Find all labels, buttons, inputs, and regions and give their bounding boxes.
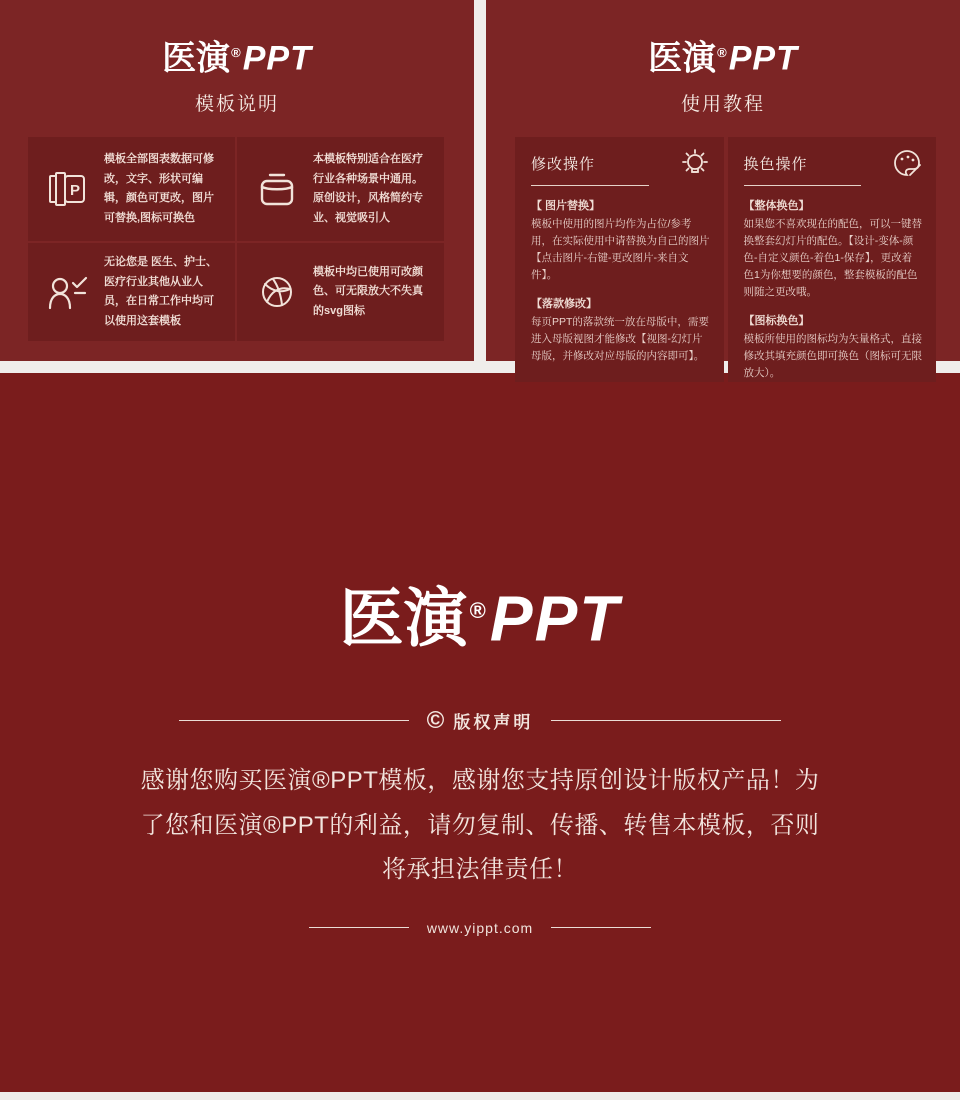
divider-line (179, 720, 409, 721)
panel-subtitle: 使用教程 (680, 94, 765, 116)
registered-mark: ® (717, 45, 727, 60)
tutorial-column-recolor (728, 137, 937, 382)
feature-card-editable (28, 137, 235, 241)
tutorial-column-title: 修改操作 (531, 156, 596, 174)
section-body: 如果您不喜欢现在的配色，可以一键替换整套幻灯片的配色。【设计-变体-颜色-自定义颜色-着色1-保存】，更改着色1为你想要的颜色，整套模板的配色则随之更改哦。 (743, 218, 922, 299)
copyright-heading (0, 708, 960, 733)
section-body: 模板中使用的图片均作为占位/参考用，在实际使用中请替换为自己的图片【点击图片-右键-更改图片-来自文件】。 (531, 218, 710, 282)
copyright-section (0, 373, 960, 1092)
feature-card-text: 模板全部图表数据可修改，文字、形状可编辑，颜色可更改，图片可替换,图标可换色 (104, 152, 214, 225)
brand-logo-en: PPT (489, 582, 621, 655)
brand-logo-large (0, 373, 960, 656)
divider-line (309, 927, 409, 928)
briefcase-icon (253, 166, 301, 212)
panel-header (0, 0, 474, 116)
section-heading: 【落款修改】 (531, 298, 597, 311)
palette-icon (890, 147, 924, 181)
brand-logo-en: PPT (242, 39, 312, 78)
brand-logo-zh: 医演 (339, 582, 468, 655)
brand-logo (0, 32, 474, 79)
tutorial-columns (515, 137, 936, 380)
title-underline (531, 185, 649, 186)
registered-mark: ® (469, 598, 486, 623)
copyright-label: 版权声明 (453, 713, 534, 733)
copyright-icon: © (426, 706, 445, 734)
divider-line (551, 927, 651, 928)
divider-line (551, 720, 781, 721)
svg-text:P: P (70, 182, 81, 200)
brand-logo-zh: 医演 (648, 39, 717, 78)
feature-card-audience (28, 243, 235, 341)
registered-mark: ® (231, 45, 241, 60)
bulb-icon (678, 147, 712, 181)
feature-card-svg-icons (237, 243, 444, 341)
section-heading: 【整体换色】 (743, 200, 810, 213)
tutorial-column-modify (515, 137, 724, 382)
top-panels (0, 0, 960, 380)
template-description-panel (0, 0, 474, 361)
feature-card-text: 无论您是 医生、护士、医疗行业其他从业人员，在日常工作中均可以使用这套模板 (104, 255, 218, 328)
website-row (0, 920, 960, 936)
feature-card-text: 模板中均已使用可改颜色、可无限放大不失真的svg图标 (313, 265, 423, 318)
usage-tutorial-panel (486, 0, 960, 380)
brand-logo (486, 32, 960, 79)
website-url: www.yippt.com (426, 919, 534, 936)
title-underline (744, 185, 862, 186)
user-check-icon (44, 269, 92, 315)
panel-header (486, 0, 960, 116)
dribbble-icon (253, 271, 301, 313)
section-heading: 【图标换色】 (743, 315, 810, 328)
copyright-statement: 感谢您购买医演®PPT模板，感谢您支持原创设计版权产品！为了您和医演®PPT的利益，请勿复制、传播、转售本模板，否则将承担法律责任！ (140, 767, 820, 884)
pages-icon (44, 166, 92, 212)
section-body: 每页PPT的落款统一放在母版中，需要进入母版视图才能修改【视图-幻灯片母版，并修改对应母版的内容即可】。 (531, 316, 709, 363)
feature-card-universal (237, 137, 444, 241)
panel-subtitle: 模板说明 (194, 94, 279, 116)
section-body: 模板所使用的图标均为矢量格式，直接修改其填充颜色即可换色（图标可无限放大）。 (743, 333, 922, 380)
brand-logo-zh: 医演 (162, 39, 231, 78)
section-heading: 【 图片替换】 (531, 200, 601, 213)
tutorial-column-title: 换色操作 (743, 156, 808, 174)
feature-card-text: 本模板特别适合在医疗行业各种场景中通用。原创设计，风格简约专业、视觉吸引人 (313, 152, 423, 225)
brand-logo-en: PPT (728, 39, 798, 78)
feature-cards (28, 137, 444, 341)
